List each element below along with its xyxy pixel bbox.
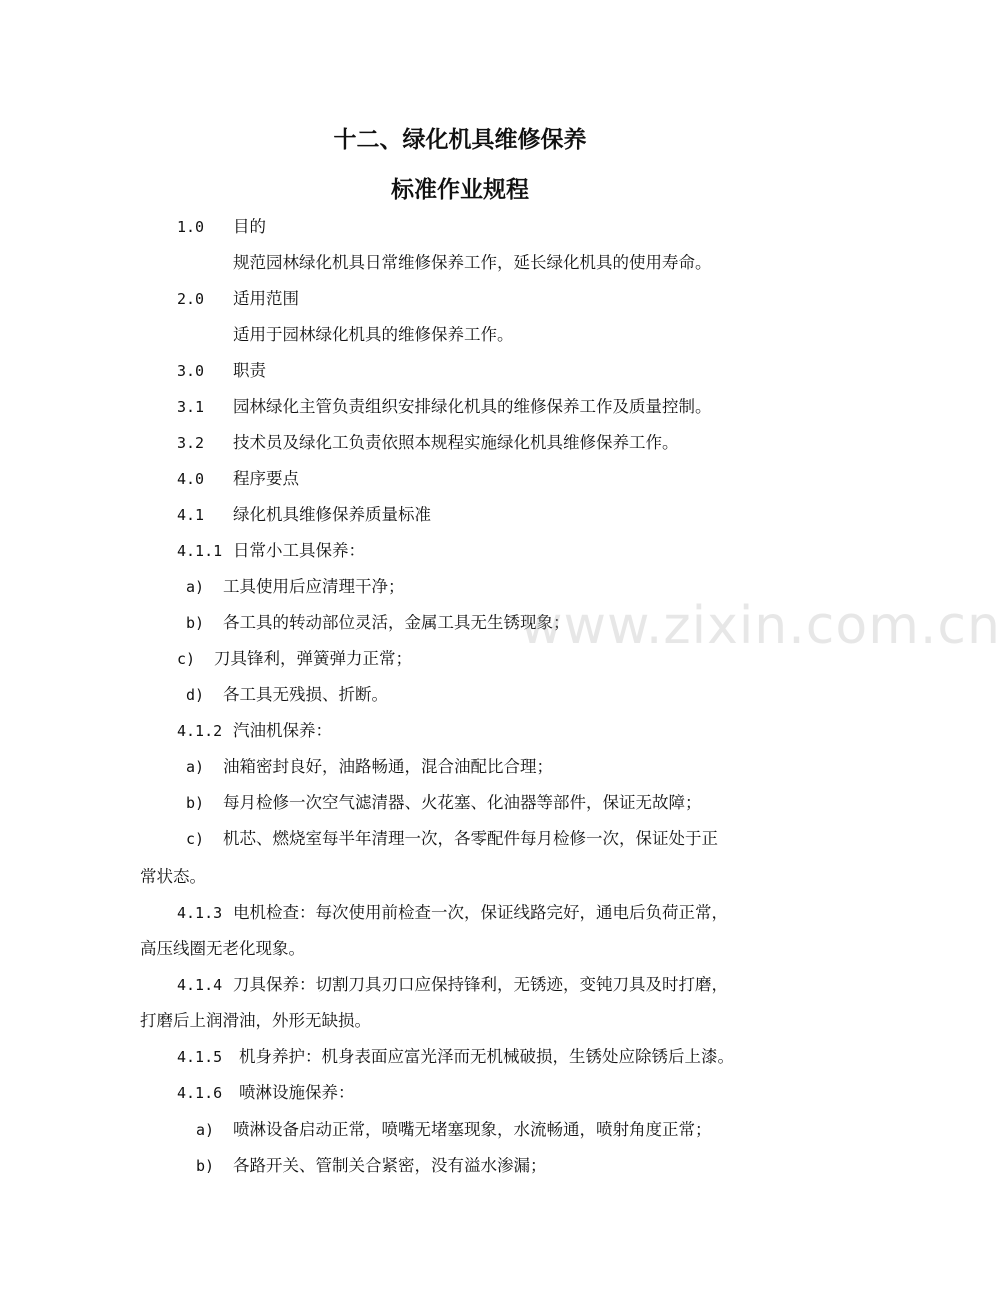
list-text: 各路开关、管制关合紧密，没有溢水渗漏； — [233, 1156, 547, 1175]
section-4-heading — [177, 468, 299, 490]
list-text: 油箱密封良好，油路畅通，混合油配比合理； — [223, 757, 553, 776]
list-text: 工具使用后应清理干净； — [223, 577, 405, 596]
section-text: 园林绿化主管负责组织安排绿化机具的维修保养工作及质量控制。 — [233, 397, 712, 416]
list-item — [186, 792, 702, 814]
section-4-1-5 — [177, 1046, 734, 1068]
section-1-body: 规范园林绿化机具日常维修保养工作，延长绿化机具的使用寿命。 — [233, 253, 712, 272]
list-item — [196, 1155, 547, 1177]
section-text: 汽油机保养： — [233, 721, 332, 740]
section-4-1-6 — [177, 1082, 355, 1104]
list-item-continuation: 常状态。 — [140, 867, 206, 886]
section-text: 绿化机具维修保养质量标准 — [233, 505, 431, 524]
section-text: 机身养护：机身表面应富光泽而无机械破损，生锈处应除锈后上漆。 — [239, 1047, 734, 1066]
section-4-1-3 — [177, 902, 728, 924]
section-1-heading — [177, 216, 266, 238]
section-3-2 — [177, 432, 679, 454]
section-4-1 — [177, 504, 431, 526]
section-number: 4.1.3 — [177, 904, 223, 922]
list-item — [186, 576, 405, 598]
section-text: 技术员及绿化工负责依照本规程实施绿化机具维修保养工作。 — [233, 433, 679, 452]
section-title: 职责 — [233, 361, 266, 380]
list-item — [177, 648, 412, 670]
section-number: 4.1.6 — [177, 1084, 223, 1102]
section-number: 4.1.5 — [177, 1048, 223, 1066]
section-text: 刀具保养：切割刀具刃口应保持锋利，无锈迹，变钝刀具及时打磨， — [233, 975, 728, 994]
list-marker: d) — [186, 686, 205, 704]
section-number: 3.0 — [177, 362, 205, 380]
section-number: 3.2 — [177, 434, 205, 452]
section-number: 4.1.4 — [177, 976, 223, 994]
section-3-heading — [177, 360, 266, 382]
list-text: 机芯、燃烧室每半年清理一次，各零配件每月检修一次，保证处于正 — [223, 829, 718, 848]
watermark: www.zixin.com.cn — [520, 596, 1001, 656]
list-marker: a) — [186, 758, 205, 776]
section-number: 4.0 — [177, 470, 205, 488]
list-marker: c) — [186, 830, 205, 848]
list-item — [196, 1119, 712, 1141]
section-number: 3.1 — [177, 398, 205, 416]
section-text: 电机检查：每次使用前检查一次，保证线路完好，通电后负荷正常， — [233, 903, 728, 922]
list-marker: b) — [186, 614, 205, 632]
section-number: 4.1 — [177, 506, 205, 524]
section-continuation: 打磨后上润滑油，外形无缺损。 — [140, 1011, 371, 1030]
section-4-1-2 — [177, 720, 332, 742]
section-title: 程序要点 — [233, 469, 299, 488]
list-item — [186, 828, 718, 850]
list-item — [186, 684, 388, 706]
section-number: 2.0 — [177, 290, 205, 308]
section-2-body: 适用于园林绿化机具的维修保养工作。 — [233, 325, 514, 344]
list-marker: b) — [196, 1157, 215, 1175]
section-text: 日常小工具保养： — [233, 541, 365, 560]
document-subtitle: 标准作业规程 — [391, 177, 529, 203]
section-text: 喷淋设施保养： — [239, 1083, 355, 1102]
section-number: 4.1.1 — [177, 542, 223, 560]
list-text: 各工具无残损、折断。 — [223, 685, 388, 704]
section-4-1-4 — [177, 974, 728, 996]
document-title: 十二、绿化机具维修保养 — [333, 127, 587, 153]
section-title: 目的 — [233, 217, 266, 236]
section-4-1-1 — [177, 540, 365, 562]
list-text: 喷淋设备启动正常，喷嘴无堵塞现象，水流畅通，喷射角度正常； — [233, 1120, 712, 1139]
list-item — [186, 612, 570, 634]
list-text: 各工具的转动部位灵活，金属工具无生锈现象； — [223, 613, 570, 632]
section-continuation: 高压线圈无老化现象。 — [140, 939, 305, 958]
list-marker: a) — [196, 1121, 215, 1139]
section-number: 4.1.2 — [177, 722, 223, 740]
section-2-heading — [177, 288, 299, 310]
list-marker: a) — [186, 578, 205, 596]
list-item — [186, 756, 553, 778]
list-text: 刀具锋利，弹簧弹力正常； — [214, 649, 412, 668]
section-3-1 — [177, 396, 712, 418]
list-marker: b) — [186, 794, 205, 812]
list-text: 每月检修一次空气滤清器、火花塞、化油器等部件，保证无故障； — [223, 793, 702, 812]
section-title: 适用范围 — [233, 289, 299, 308]
list-marker: c) — [177, 650, 196, 668]
section-number: 1.0 — [177, 218, 205, 236]
